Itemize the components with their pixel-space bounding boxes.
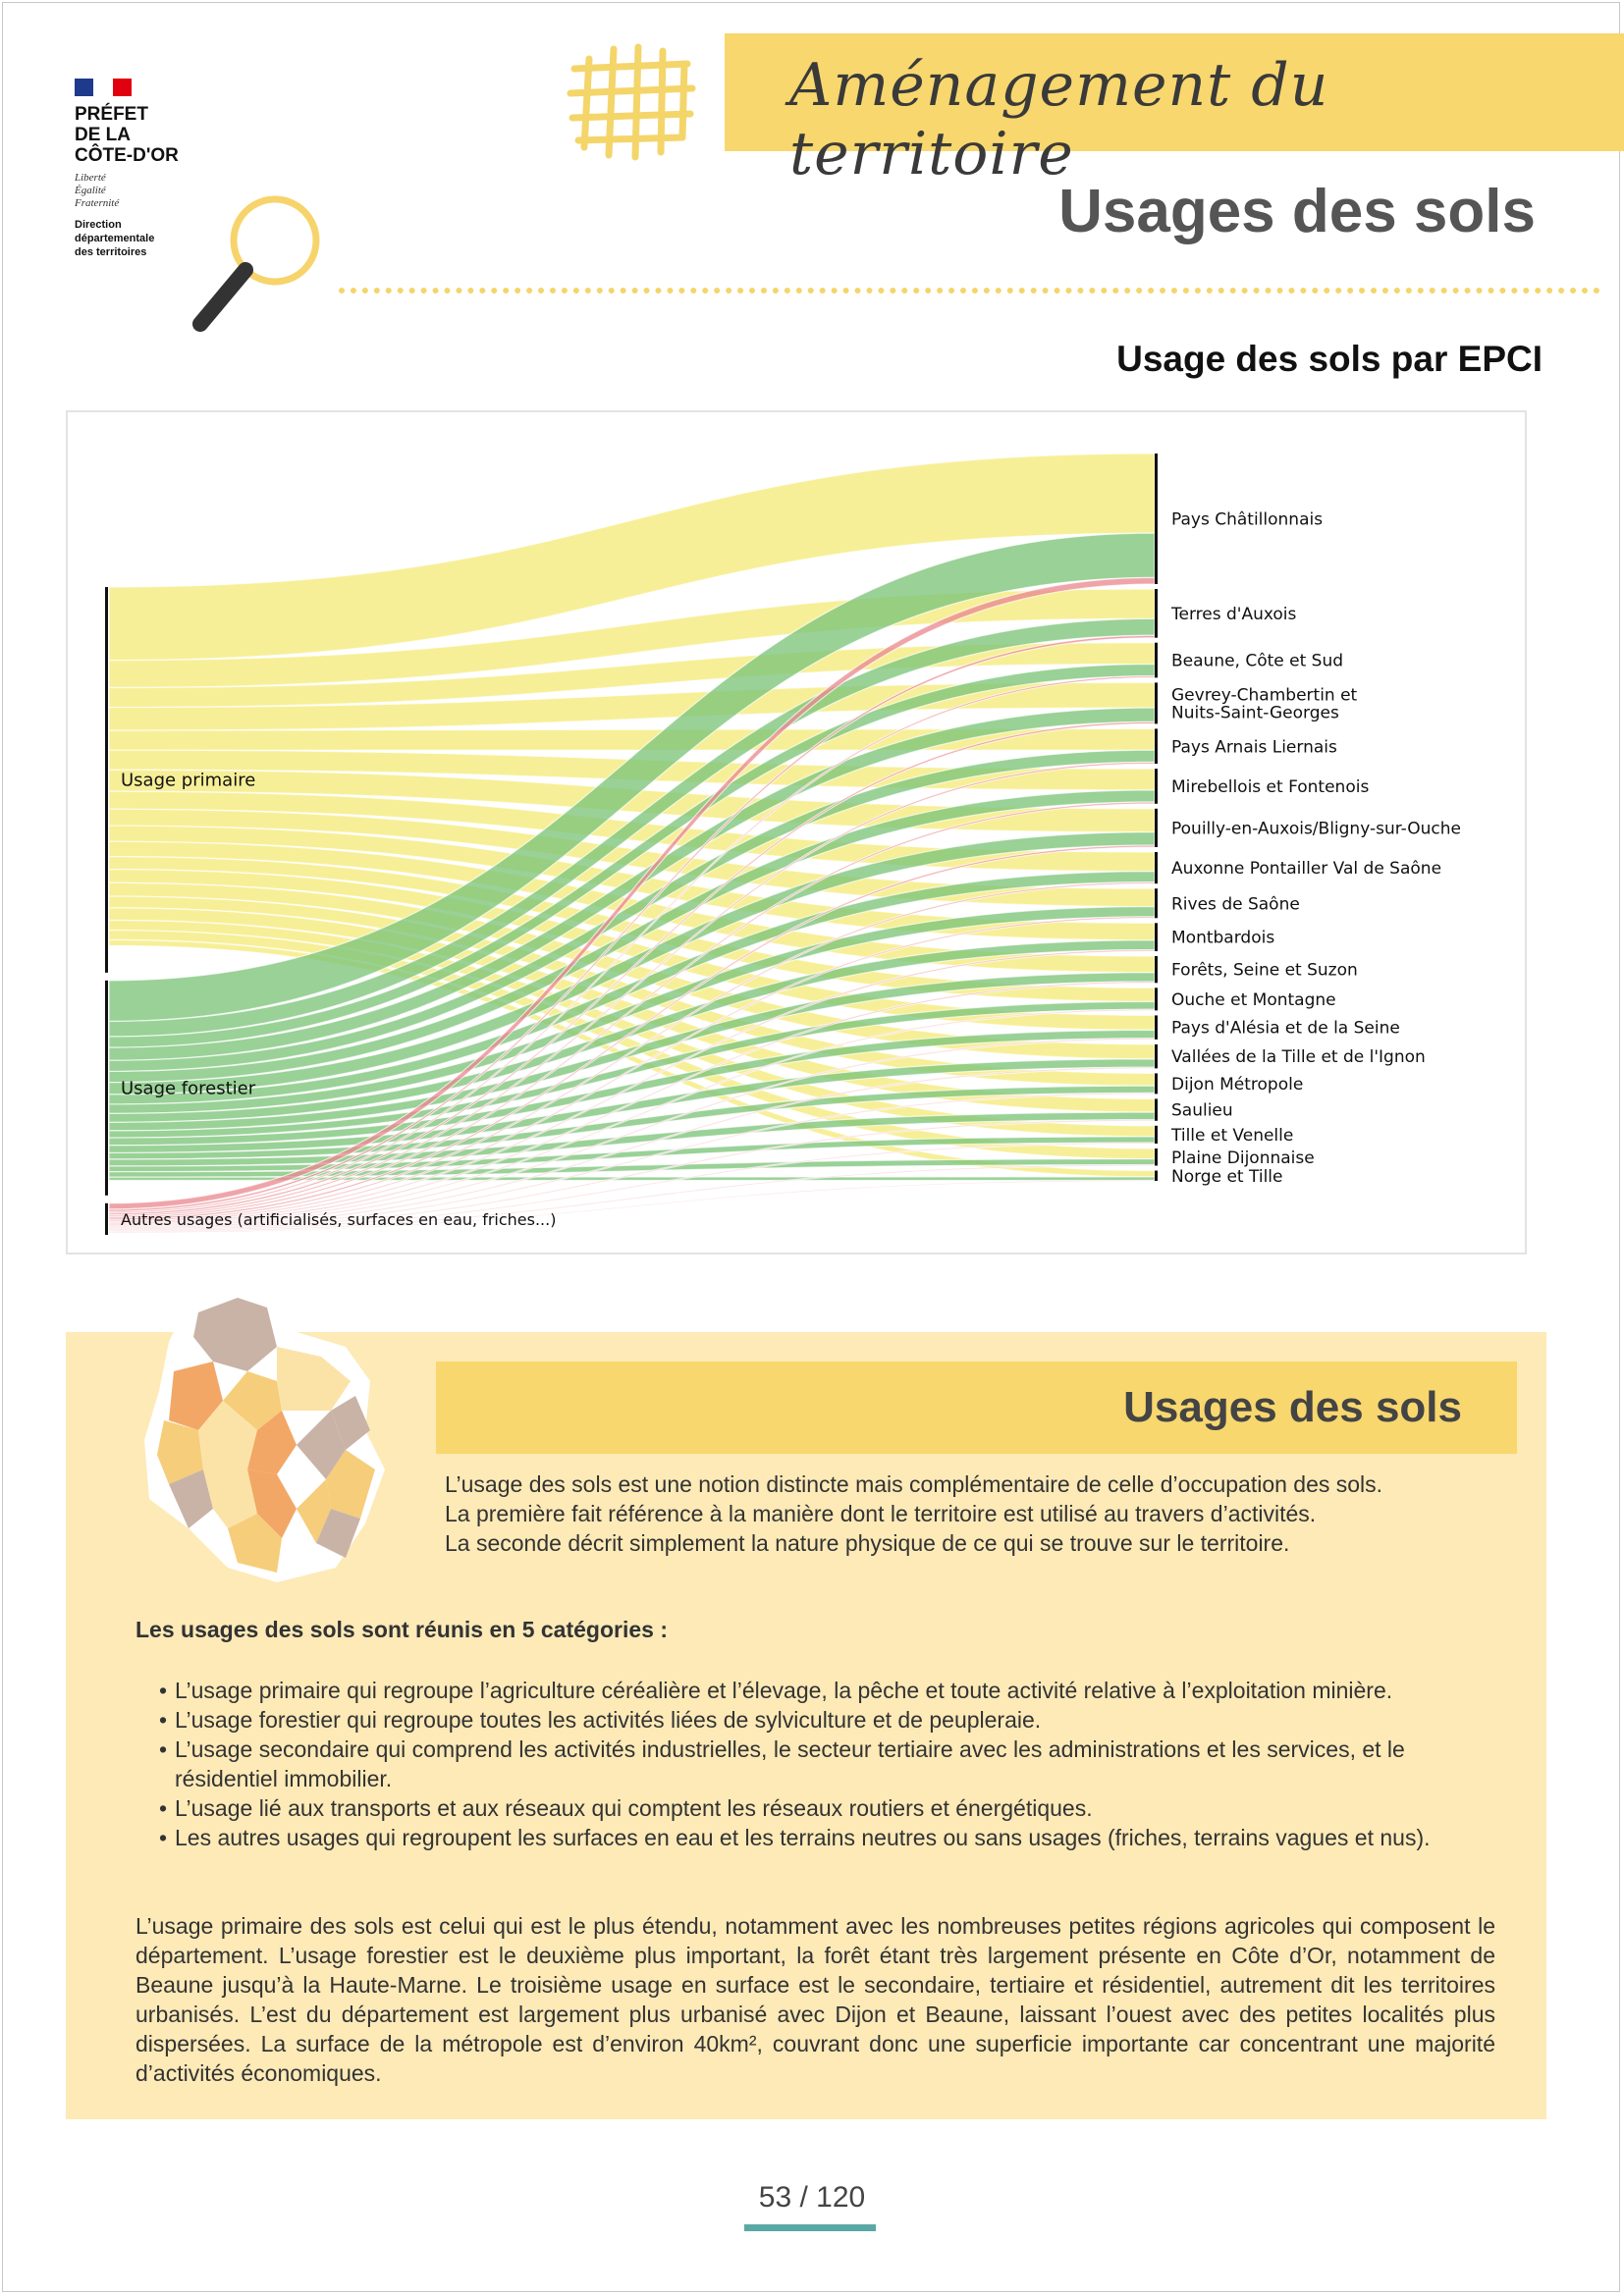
sankey-chart-frame — [66, 410, 1527, 1255]
sankey-source-label: Usage forestier — [121, 1078, 256, 1099]
sankey-source-node — [105, 587, 108, 973]
header-banner — [725, 33, 1624, 188]
categories-title: Les usages des sols sont réunis en 5 catégories : — [135, 1617, 668, 1642]
sankey-target-node — [1155, 589, 1158, 638]
intro-line: La seconde décrit simplement la nature physique de ce qui se trouve sur le territoire. — [445, 1530, 1290, 1556]
sankey-target-label: Rives de Saône — [1171, 894, 1300, 915]
sankey-target-label: Ouche et Montagne — [1171, 989, 1336, 1010]
magnifier-icon — [187, 187, 344, 334]
sankey-target-node — [1155, 1015, 1158, 1040]
page-title: Usages des sols — [1058, 178, 1536, 245]
list-item: • L’usage forestier qui regroupe toutes les activités liées de sylviculture et de peupleraie. — [159, 1707, 1042, 1733]
direction-label: Direction départementale des territoires — [75, 219, 155, 258]
sankey-source-node — [105, 981, 108, 1196]
sankey-links — [109, 454, 1155, 1233]
sankey-target-label: Pays d'Alésia et de la Seine — [1171, 1018, 1400, 1039]
sankey-target-label: Mirebellois et Fontenois — [1171, 776, 1370, 797]
list-item: • L’usage secondaire qui comprend les activités industrielles, le secteur tertiaire avec les administrations et les services, et le résidentiel immobilier. — [159, 1736, 1405, 1791]
sankey-target-node — [1155, 1126, 1158, 1144]
sankey-target-label: Gevrey-Chambertin et — [1171, 685, 1358, 706]
sankey-target-label: Nuits-Saint-Georges — [1171, 703, 1339, 723]
page-number-underline — [744, 2224, 876, 2231]
sankey-target-node — [1155, 923, 1158, 951]
sankey-target-node — [1155, 1148, 1158, 1166]
info-header — [436, 1362, 1517, 1454]
intro-text — [445, 1469, 1382, 1558]
sankey-target-node — [1155, 809, 1158, 847]
sankey-target-node — [1155, 769, 1158, 804]
logo-line-1: PRÉFET — [75, 104, 148, 125]
sankey-target-label: Saulieu — [1171, 1100, 1233, 1121]
info-title: Usages des sols — [1123, 1383, 1462, 1431]
french-flag-icon — [75, 79, 132, 96]
info-box — [66, 1332, 1546, 2119]
banner-title: Aménagement du territoire — [789, 51, 1329, 188]
sankey-source-label: Autres usages (artificialisés, surfaces en eau, friches...) — [121, 1209, 557, 1229]
sankey-target-label: Tille et Venelle — [1171, 1125, 1294, 1146]
sankey-target-node — [1155, 454, 1158, 584]
categories-list — [159, 1676, 1534, 1852]
sankey-target-label: Beaune, Côte et Sud — [1171, 651, 1344, 671]
sankey-target-label: Norge et Tille — [1171, 1166, 1283, 1187]
sankey-target-label: Montbardois — [1171, 928, 1275, 948]
sankey-target-node — [1155, 1044, 1158, 1069]
sankey-target-node — [1155, 728, 1158, 764]
dotted-divider — [339, 288, 1600, 294]
sankey-target-node — [1155, 682, 1158, 723]
intro-line: L’usage des sols est une notion distincte mais complémentaire de celle d’occupation des sols. — [445, 1471, 1383, 1497]
sankey-target-label: Auxonne Pontailler Val de Saône — [1171, 859, 1442, 880]
cote-dor-map-icon — [120, 1273, 414, 1597]
sankey-target-label: Forêts, Seine et Suzon — [1171, 960, 1358, 981]
sankey-link — [109, 1177, 1155, 1181]
sankey-chart — [68, 412, 1525, 1253]
list-item: • Les autres usages qui regroupent les surfaces en eau et les terrains neutres ou sans usages (friches, terrains vagues et nus). — [159, 1825, 1431, 1850]
sankey-target-label: Dijon Métropole — [1171, 1074, 1304, 1095]
page-number: 53 / 120 — [758, 2181, 866, 2214]
sankey-target-node — [1155, 988, 1158, 1010]
sankey-target-node — [1155, 956, 1158, 983]
sankey-source-node — [105, 1203, 108, 1235]
sankey-target-label: Pays Châtillonnais — [1171, 509, 1324, 530]
scribble-grid-icon — [565, 39, 697, 162]
sankey-target-node — [1155, 1171, 1158, 1182]
section-title: Usage des sols par EPCI — [1116, 339, 1543, 379]
sankey-target-label: Vallées de la Tille et de l'Ignon — [1171, 1047, 1426, 1068]
summary-paragraph: L’usage primaire des sols est celui qui est le plus étendu, notamment avec les nombreuses petites régions agricoles qui composent le département. L’usage forestier est le deuxième plus important, la forêt étant très largement présente en Côte d’Or, notamment de Beaune jusqu’à la Haute-Marne. Le troisième usage en surface est le secondaire, tertiaire et résidentiel, autrement dit les territoires urbanisés. L’est du département est largement plus urbanisé avec Dijon et Beaune, laissant l’ouest avec des petites localités plus dispersées. La surface de la métropole est d’environ 40km², couvrant donc une superficie importante car concentrant une majorité d’activités économiques. — [135, 1913, 1495, 2086]
sankey-target-label: Pouilly-en-Auxois/Bligny-sur-Ouche — [1171, 819, 1461, 839]
sankey-target-label: Pays Arnais Liernais — [1171, 737, 1337, 758]
sankey-target-node — [1155, 852, 1158, 883]
list-item: • L’usage primaire qui regroupe l’agriculture céréalière et l’élevage, la pêche et toute activité relative à l’exploitation minière. — [159, 1678, 1393, 1703]
sankey-target-label: Plaine Dijonnaise — [1171, 1148, 1315, 1168]
sankey-target-node — [1155, 888, 1158, 918]
sankey-target-node — [1155, 1073, 1158, 1094]
list-item: • L’usage lié aux transports et aux réseaux qui comptent les réseaux routiers et énergétiques. — [159, 1795, 1093, 1821]
sankey-target-node — [1155, 1098, 1158, 1120]
motto: Liberté Égalité Fraternité — [75, 172, 120, 209]
logo-line-2: DE LA — [75, 125, 131, 145]
sankey-target-label: Terres d'Auxois — [1171, 604, 1297, 624]
sankey-source-label: Usage primaire — [121, 770, 256, 791]
sankey-target-node — [1155, 643, 1158, 678]
intro-line: La première fait référence à la manière dont le territoire est utilisé au travers d’activités. — [445, 1501, 1317, 1526]
logo-line-3: CÔTE-D'OR — [75, 145, 179, 166]
